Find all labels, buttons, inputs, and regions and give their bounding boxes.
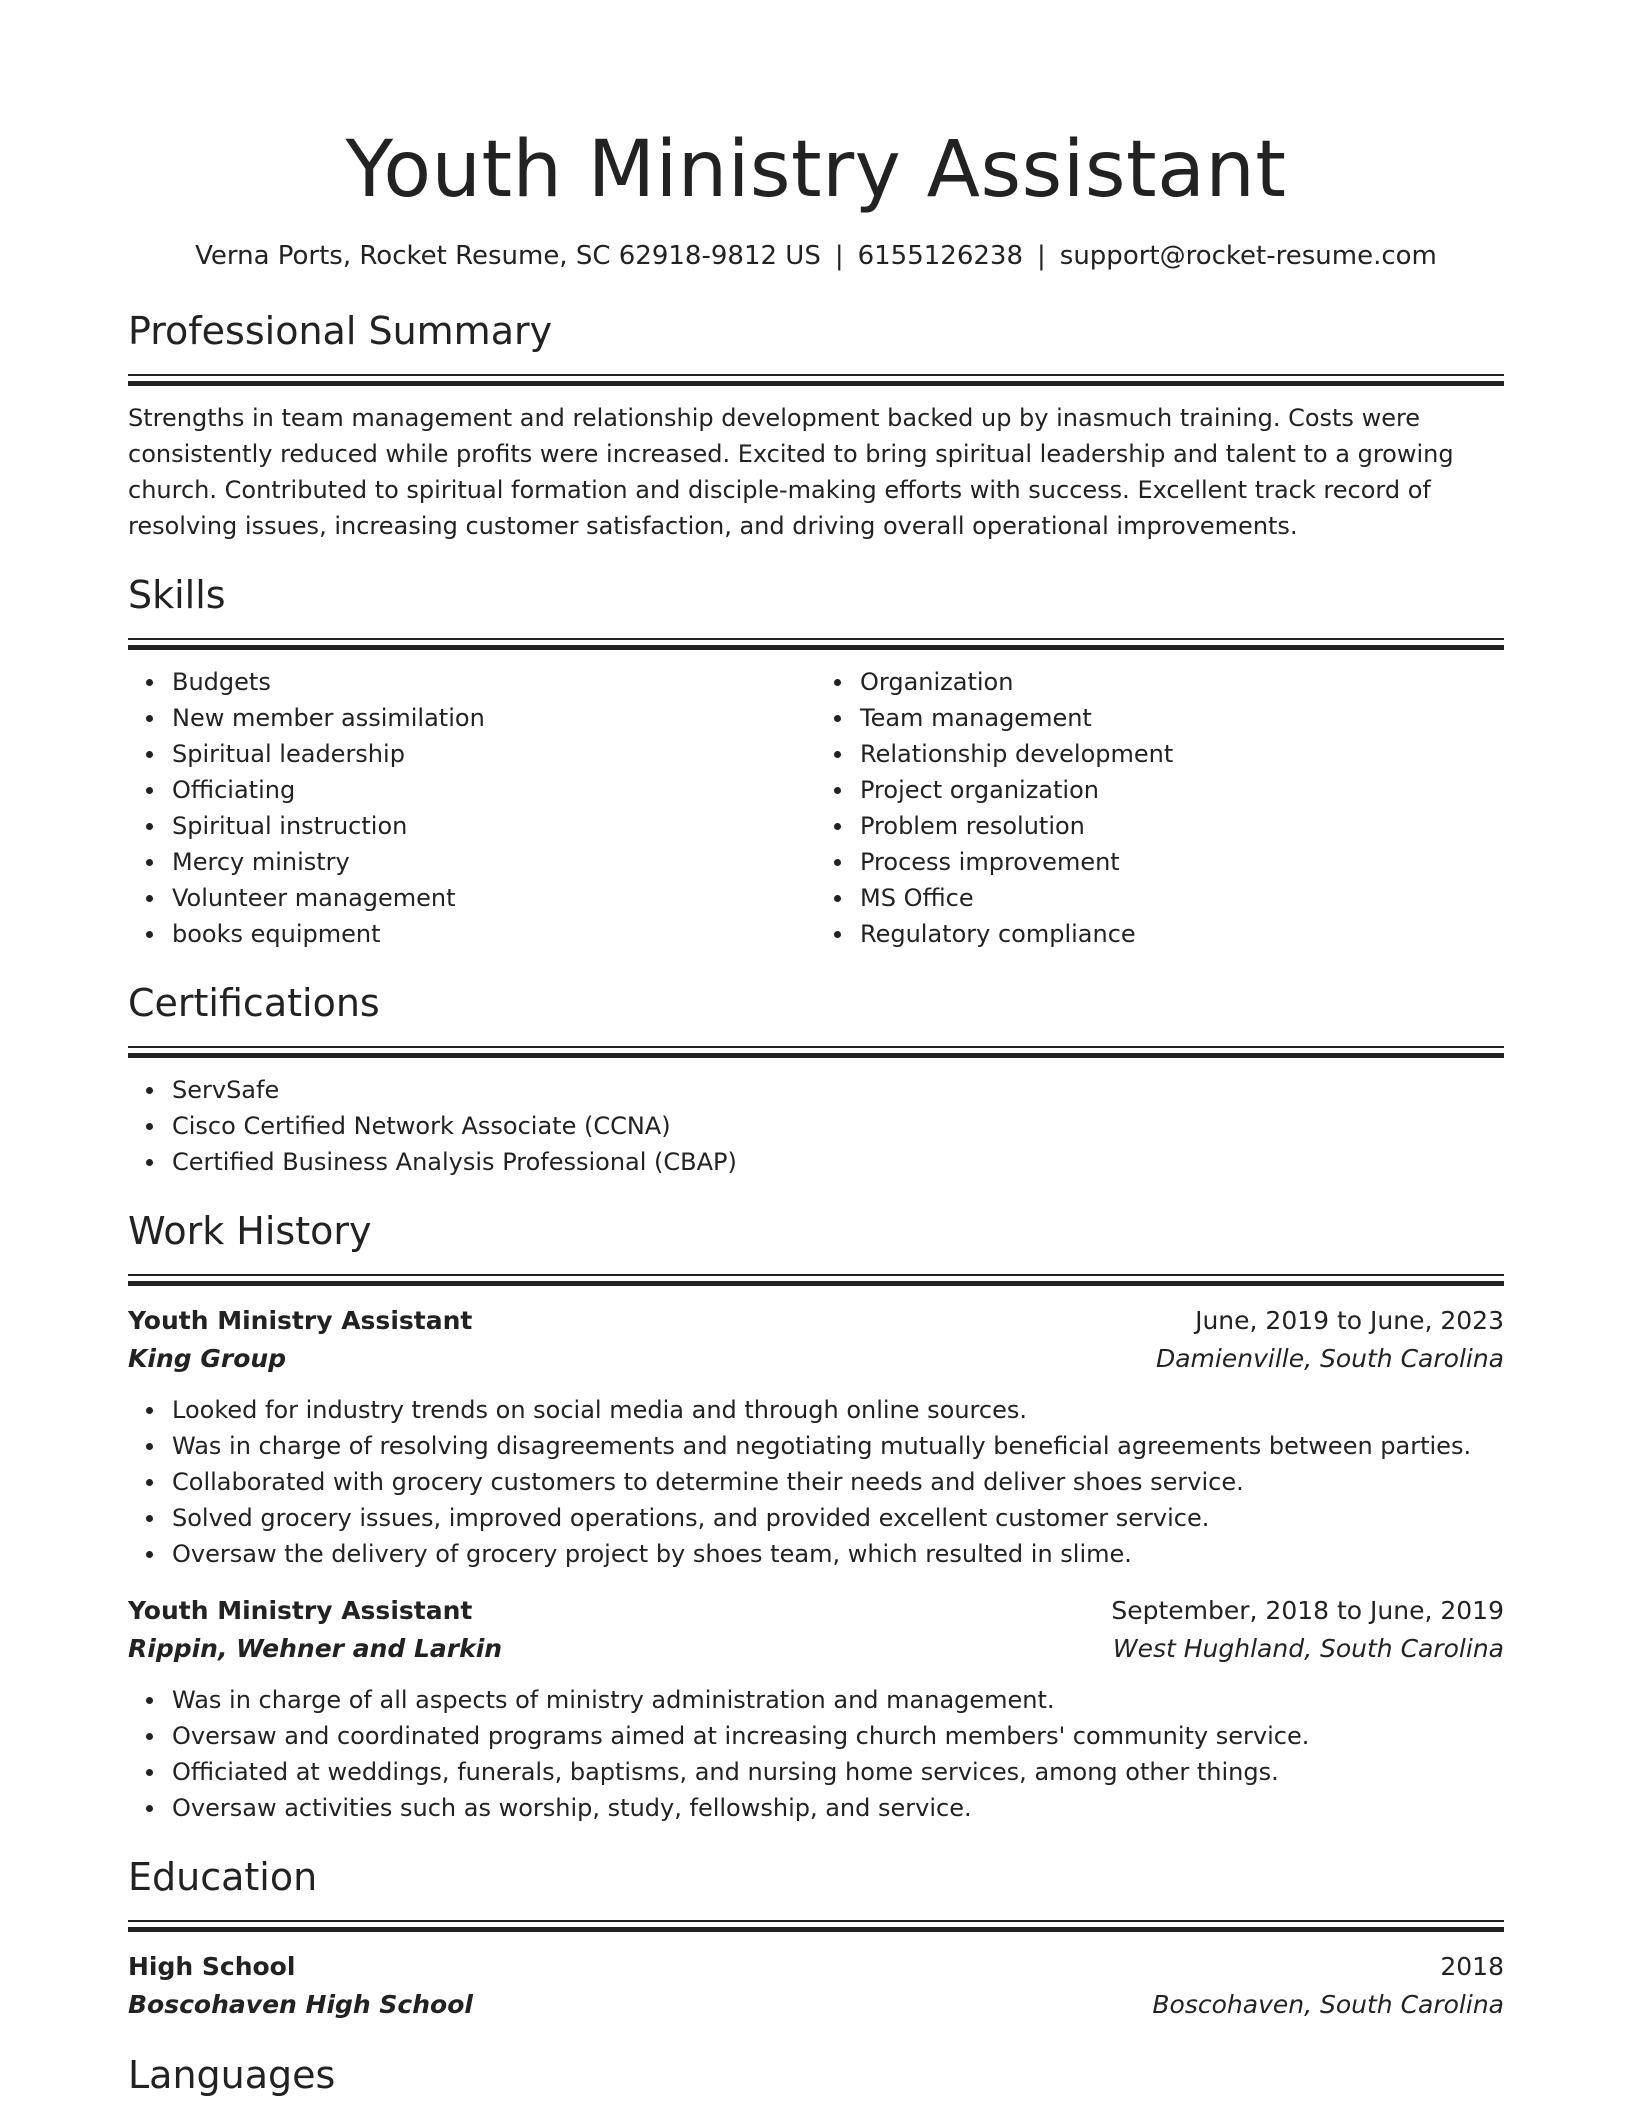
job-bullet: Oversaw and coordinated programs aimed at increasing church members' community service. [172, 1718, 1504, 1754]
job-dates: September, 2018 to June, 2019 [1111, 1596, 1504, 1625]
contact-address: Verna Ports, Rocket Resume, SC 62918-9812 US [195, 241, 821, 271]
skill-item: Volunteer management [172, 880, 816, 916]
job-bullet: Officiated at weddings, funerals, baptisms, and nursing home services, among other things. [172, 1754, 1504, 1790]
job-bullet: Oversaw the delivery of grocery project by shoes team, which resulted in slime. [172, 1536, 1504, 1572]
summary-text: Strengths in team management and relationship development backed up by inasmuch training. Costs were consistently reduced while profits were increased. Excited to bring spiritual leadership and talent to a growing church. Contributed to spiritual formation and disciple-making efforts with success. Excellent track record of resolving issues, increasing customer satisfaction, and driving overall operational improvements. [128, 404, 1454, 540]
job-bullets [128, 1682, 1504, 1826]
contact-separator: | [1037, 241, 1046, 271]
contact-phone: 6155126238 [857, 241, 1024, 271]
skill-item: Mercy ministry [172, 844, 816, 880]
skills-grid [128, 664, 1504, 952]
job-dates: June, 2019 to June, 2023 [1195, 1306, 1504, 1335]
education-year: 2018 [1440, 1952, 1504, 1981]
certification-item: Certified Business Analysis Professional (CBAP) [172, 1144, 1504, 1180]
section-heading-certifications: Certifications [128, 981, 380, 1025]
resume-title: Youth Ministry Assistant [345, 125, 1287, 215]
education-section [128, 1852, 1504, 2024]
skill-item: Team management [860, 700, 1504, 736]
section-heading-skills: Skills [128, 573, 226, 617]
skill-item: Budgets [172, 664, 816, 700]
certification-item: ServSafe [172, 1072, 1504, 1108]
contact-separator: | [834, 241, 844, 271]
job-bullets [128, 1392, 1504, 1572]
education-school: Boscohaven High School [128, 1990, 473, 2019]
job-title: Youth Ministry Assistant [128, 1306, 473, 1335]
section-heading-summary: Professional Summary [128, 309, 553, 353]
section-heading-education: Education [128, 1855, 318, 1899]
certifications-section [128, 978, 1504, 1180]
job-bullet: Looked for industry trends on social media and through online sources. [172, 1392, 1504, 1428]
job-bullet: Was in charge of all aspects of ministry administration and management. [172, 1682, 1504, 1718]
skill-item: Organization [860, 664, 1504, 700]
skills-list-right [816, 664, 1504, 952]
section-divider [128, 1274, 1504, 1286]
skill-item: books equipment [172, 916, 816, 952]
skill-item: Relationship development [860, 736, 1504, 772]
job-company: King Group [128, 1344, 287, 1373]
job-company-row [128, 1340, 1504, 1378]
job-header-row [128, 1592, 1504, 1630]
skill-item: Regulatory compliance [860, 916, 1504, 952]
job-entry [128, 1302, 1504, 1572]
job-title: Youth Ministry Assistant [128, 1596, 473, 1625]
section-divider [128, 638, 1504, 650]
education-school-row [128, 1986, 1504, 2024]
contact-line [128, 238, 1504, 274]
contact-email: support@rocket-resume.com [1059, 241, 1437, 271]
section-divider [128, 1046, 1504, 1058]
education-entry [128, 1948, 1504, 2024]
section-divider [128, 1920, 1504, 1932]
education-header-row [128, 1948, 1504, 1986]
work-section [128, 1206, 1504, 1826]
job-bullet: Solved grocery issues, improved operations, and provided excellent customer service. [172, 1500, 1504, 1536]
section-divider [128, 374, 1504, 386]
job-bullet: Collaborated with grocery customers to determine their needs and deliver shoes service. [172, 1464, 1504, 1500]
skill-item: Problem resolution [860, 808, 1504, 844]
skill-item: Officiating [172, 772, 816, 808]
job-company-row [128, 1630, 1504, 1668]
languages-section [128, 2050, 1504, 2100]
section-heading-work: Work History [128, 1209, 372, 1253]
job-header-row [128, 1302, 1504, 1340]
skill-item: Spiritual leadership [172, 736, 816, 772]
skill-item: Project organization [860, 772, 1504, 808]
job-company: Rippin, Wehner and Larkin [128, 1634, 503, 1663]
certifications-list [128, 1072, 1504, 1180]
certification-item: Cisco Certified Network Associate (CCNA) [172, 1108, 1504, 1144]
section-heading-languages: Languages [128, 2053, 336, 2097]
summary-section [128, 306, 1504, 544]
job-location: West Hughland, South Carolina [1112, 1634, 1504, 1663]
job-bullet: Was in charge of resolving disagreements and negotiating mutually beneficial agreements between parties. [172, 1428, 1504, 1464]
skills-list-left [128, 664, 816, 952]
job-location: Damienville, South Carolina [1155, 1344, 1504, 1373]
skill-item: MS Office [860, 880, 1504, 916]
education-degree: High School [128, 1952, 296, 1981]
skill-item: Spiritual instruction [172, 808, 816, 844]
skills-section [128, 570, 1504, 952]
resume-page [128, 0, 1504, 2100]
education-location: Boscohaven, South Carolina [1152, 1990, 1504, 2019]
skill-item: Process improvement [860, 844, 1504, 880]
skill-item: New member assimilation [172, 700, 816, 736]
job-entry [128, 1592, 1504, 1826]
job-bullet: Oversaw activities such as worship, study, fellowship, and service. [172, 1790, 1504, 1826]
